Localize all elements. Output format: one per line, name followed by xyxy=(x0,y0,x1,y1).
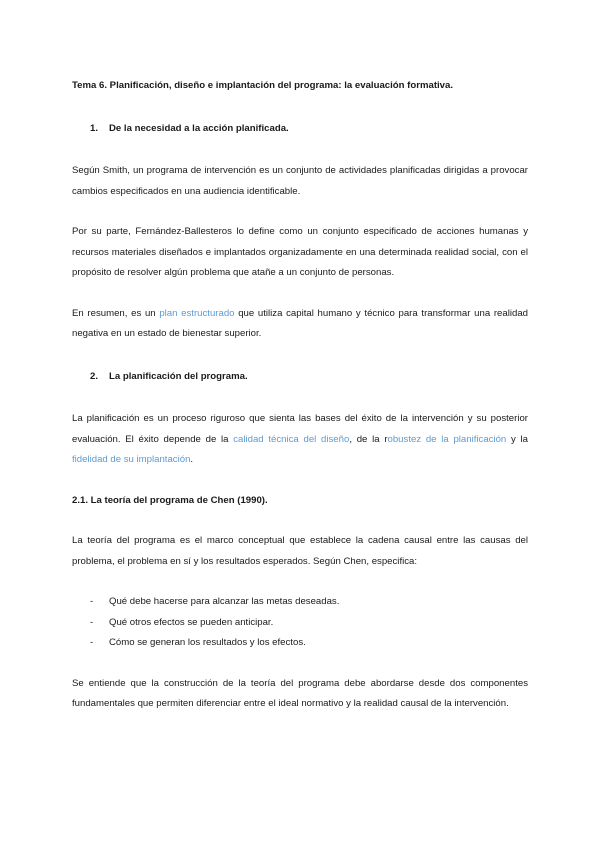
summary-text-before: En resumen, es un xyxy=(72,307,160,319)
document-title: Tema 6. Planificación, diseño e implantación del programa: la evaluación formativa. xyxy=(72,80,454,91)
section-2-number: 2. xyxy=(90,370,99,382)
chen-specification-list xyxy=(72,592,528,654)
paragraph-planning xyxy=(72,409,528,471)
list-item-text: Cómo se generan los resultados y los efectos. xyxy=(109,637,306,648)
list-item xyxy=(90,613,528,634)
calidad-tecnica-link[interactable]: calidad técnica del diseño xyxy=(233,433,350,445)
list-item-text: Qué debe hacerse para alcanzar las metas deseadas. xyxy=(109,596,340,607)
list-item xyxy=(90,633,528,654)
section-1-heading xyxy=(72,119,528,140)
list-dash: - xyxy=(90,596,94,607)
section-1-number: 1. xyxy=(90,122,99,134)
list-item xyxy=(90,592,528,613)
list-item-text: Qué otros efectos se pueden anticipar. xyxy=(109,616,274,628)
section-1-title: De la necesidad a la acción planificada. xyxy=(109,122,289,134)
section-2-1-title: 2.1. La teoría del programa de Chen (1990). xyxy=(72,494,268,506)
paragraph-construction: Se entiende que la construcción de la teoría del programa debe abordarse desde dos componentes fundamentales que permiten diferenciar entre el ideal normativo y la realidad causal de la intervención. xyxy=(72,677,528,709)
robustez-planificacion-link[interactable]: obustez de la planificación xyxy=(387,433,507,445)
summary-text-after: que utiliza capital humano y técnico para transformar una realidad negativa en un estado de bienestar superior. xyxy=(72,307,528,339)
section-2-title: La planificación del programa. xyxy=(109,370,248,382)
paragraph-fernandez-ballesteros: Por su parte, Fernández-Ballesteros lo define como un conjunto especificado de acciones humanas y recursos materiales diseñados e implantados organizadamente en una determinada realidad social, con el propósito de resolver algún problema que atañe a un conjunto de personas. xyxy=(72,226,528,278)
plan-estructurado-link[interactable]: plan estructurado xyxy=(159,307,235,319)
section-2-heading xyxy=(72,367,528,388)
list-dash: - xyxy=(90,616,94,628)
list-dash: - xyxy=(90,637,94,648)
planning-text-conj: y la xyxy=(506,433,528,445)
planning-text-before: La planificación es un proceso riguroso que sienta las bases del éxito de la intervención y su posterior evaluación. El éxito depende de la xyxy=(72,413,528,445)
fidelidad-implantacion-link[interactable]: fidelidad de su implantación xyxy=(72,454,191,465)
paragraph-summary xyxy=(72,304,528,345)
planning-text-middle: , de la r xyxy=(349,433,388,445)
planning-text-end: . xyxy=(190,454,194,465)
paragraph-smith: Según Smith, un programa de intervención es un conjunto de actividades planificadas dirigidas a provocar cambios especificados en una audiencia identificable. xyxy=(72,165,528,197)
paragraph-chen-theory: La teoría del programa es el marco conceptual que establece la cadena causal entre las causas del problema, el problema en sí y los resultados esperados. Según Chen, especifica: xyxy=(72,535,528,567)
